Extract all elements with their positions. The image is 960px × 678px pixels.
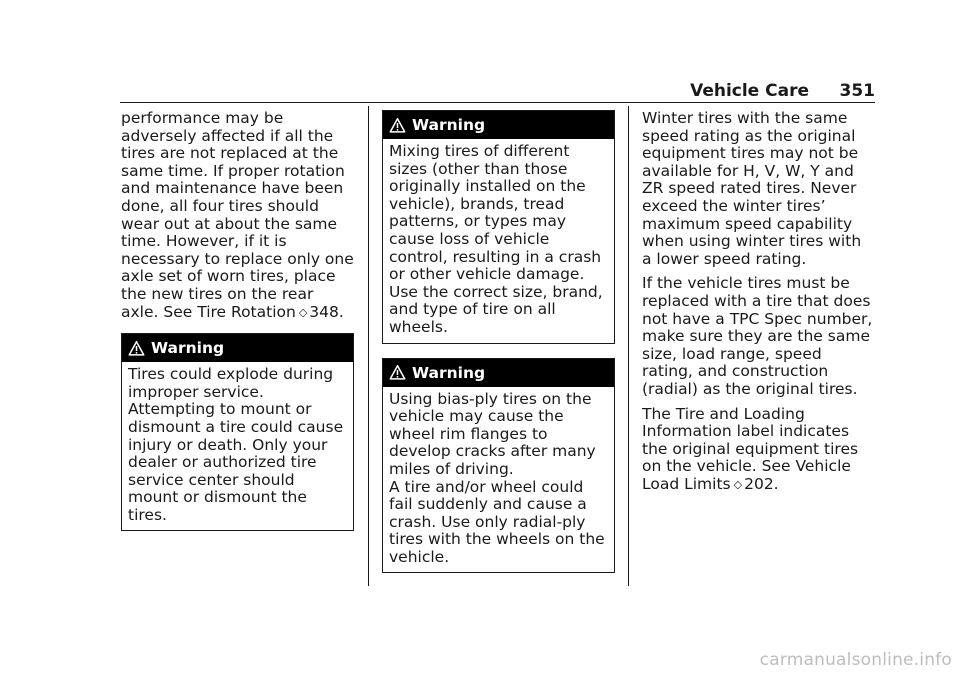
warning-header	[122, 334, 353, 362]
warning-title: Warning	[412, 363, 486, 382]
watermark: carmanualsonline.info	[759, 650, 952, 670]
page-ref: 202.	[744, 474, 779, 493]
warning-header	[383, 111, 614, 139]
column-1	[121, 110, 354, 545]
column-divider	[368, 106, 369, 586]
column-2	[382, 110, 615, 587]
section-title: Vehicle Care	[690, 81, 809, 101]
warning-box	[382, 110, 615, 344]
warning-header	[383, 359, 614, 387]
warning-icon	[389, 364, 406, 381]
column-divider	[628, 106, 629, 586]
body-paragraph: The Tire and Loading Information label indicates the original equipment tires on the vehicle. See Vehicle Load Limits ◇ 202.	[642, 404, 859, 493]
warning-title: Warning	[151, 339, 225, 358]
body-paragraph: Winter tires with the same speed rating as the original equipment tires may not be available for H, V, W, Y and ZR speed rated tires. Never exceed the winter tires’ maximum speed capability when using winter tires with a lower speed rating.	[642, 109, 862, 268]
body-paragraph: If the vehicle tires must be replaced with a tire that does not have a TPC Spec number, make sure they are the same size, load range, speed rating, and construction (radial) as the original tires.	[642, 274, 873, 398]
warning-title: Warning	[412, 116, 486, 134]
warning-box	[382, 358, 615, 574]
page-ref-icon: ◇	[733, 477, 743, 491]
page-ref: 348.	[309, 302, 344, 321]
warning-box	[121, 333, 354, 531]
warning-icon	[389, 117, 406, 134]
body-paragraph: performance may be adversely affected if all the tires are not replaced at the same time. If proper rotation and maintenance have been done, all four tires should wear out at about the same time. However, if it is necessary to replace only one axle set of worn tires, place the new tires on the rear axle. See Tire Rotation ◇ 348.	[121, 109, 354, 321]
column-3	[642, 110, 875, 500]
page-ref-icon: ◇	[298, 305, 308, 319]
warning-body: Tires could explode during improper service. Attempting to mount or dismount a tire could cause injury or death. Only your dealer or authorized tire service center should mount or dismount the tires.	[128, 365, 344, 524]
warning-icon	[128, 340, 145, 357]
warning-body: Using bias-ply tires on the vehicle may cause the wheel rim flanges to develop cracks after many miles of driving. A tire and/or wheel could fail suddenly and cause a crash. Use only radial-ply tires with the wheels on the vehicle.	[389, 389, 605, 566]
page-header	[120, 80, 875, 103]
page-number: 351	[839, 81, 875, 101]
warning-body: Mixing tires of different sizes (other than those originally installed on the vehicle), brands, tread patterns, or types may cause loss of vehicle control, resulting in a crash or other vehicle damage. Use the correct size, brand, and type of tire on all wheels.	[389, 142, 603, 336]
